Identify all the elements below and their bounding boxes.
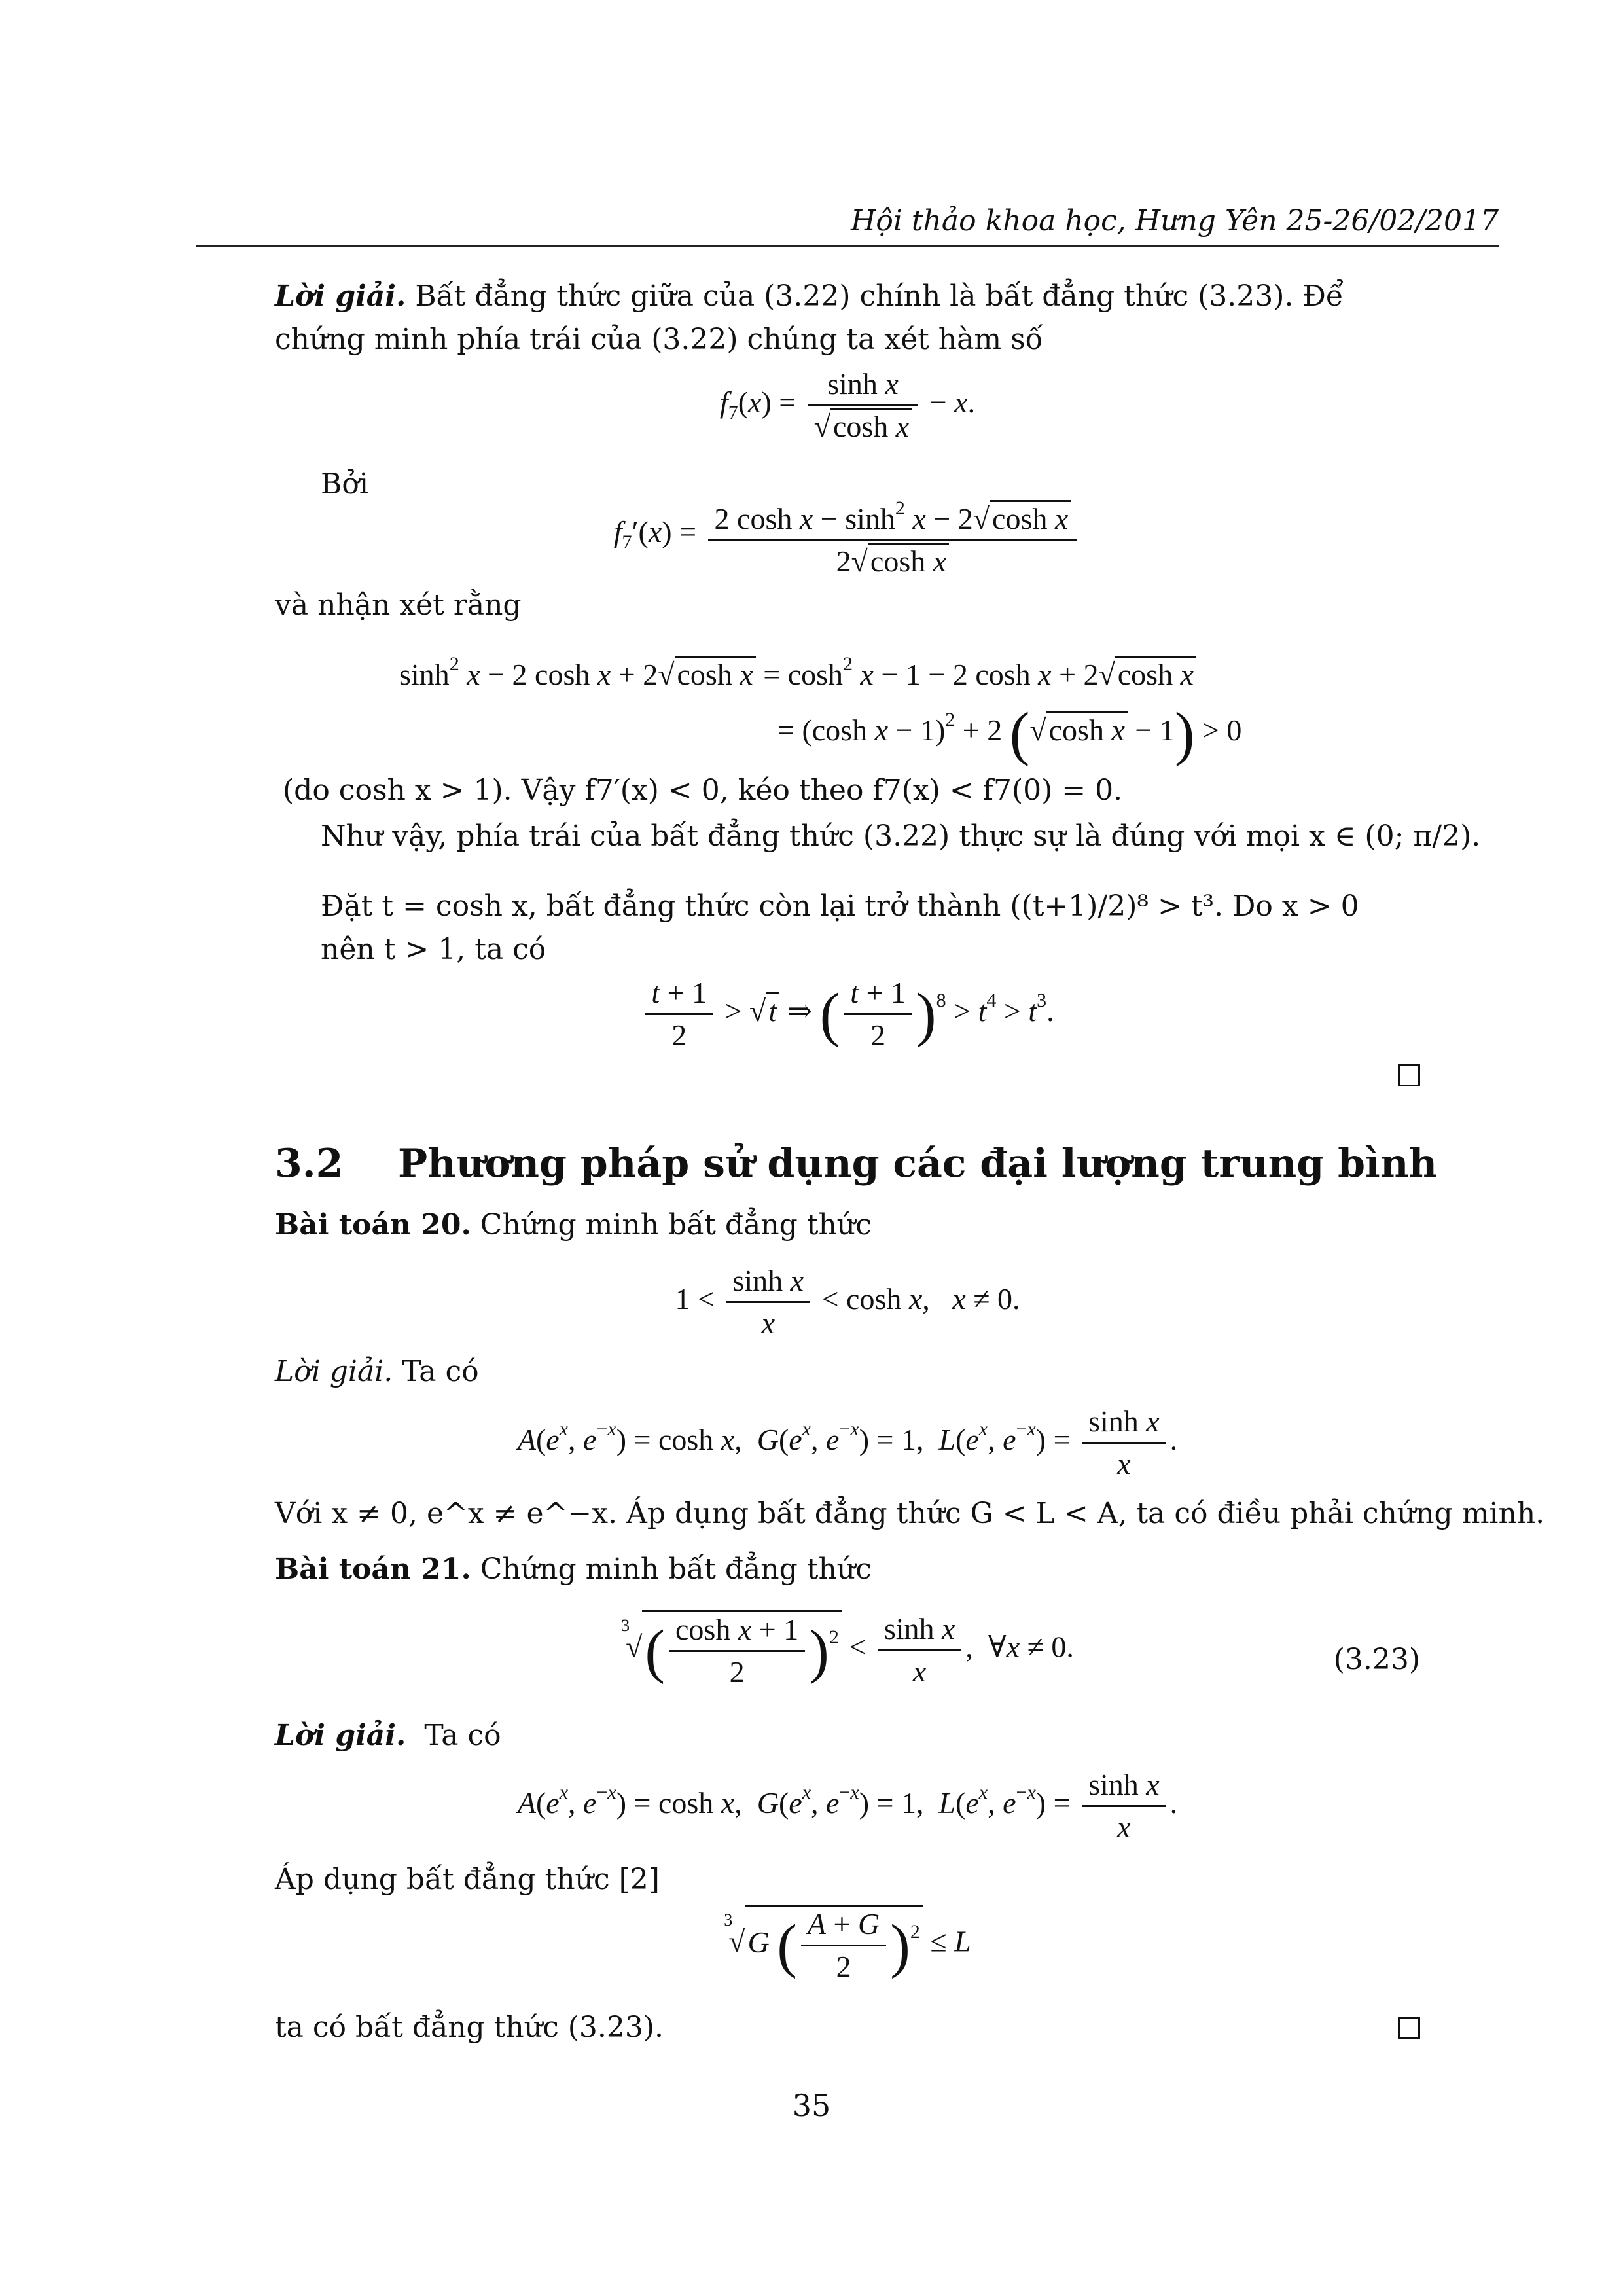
problem-20-statement [275, 1206, 872, 1245]
problem-21-solution-intro [275, 1716, 501, 1755]
equation-f7: $f_7(x)$ = $\frac{\text{sinh x}}{\text{√cosh x}}$ − x. [719, 367, 976, 443]
proof-label: Lời giải. [275, 279, 406, 313]
proof-text-2: (do cosh x > 1). Vậy f7′(x) < 0, kéo theo f7(x) < f7(0) = 0. [283, 774, 1123, 807]
problem-20-label: Bài toán 20. [275, 1208, 471, 1242]
proof-text-4: Đặt t = cosh x, bất đẳng thức còn lại trở thành ((t+1)/2)⁸ > t³. Do x > 0 nên t > 1, ta có [321, 889, 1359, 966]
proof-intro-paragraph [275, 275, 1420, 361]
problem-21-label: Bài toán 21. [275, 1552, 471, 1586]
problem-21-conclusion: ta có bất đẳng thức (3.23). [275, 2011, 664, 2044]
page-number: 35 [792, 2088, 831, 2123]
boi-text: Bởi [321, 467, 368, 501]
problem-21-means-equation: $A(e^x$, $e^{-x}) = \cosh x$, $G(e^x$, $e^{-x}) = 1$, $L(e^x$, $e^{-x}$) = $\frac{\text{sinh x}}{x}$ . [517, 1768, 1178, 1844]
problem-21-equation: $^3$√( $\frac{\text{cosh x + 1}}{2}$ )$^2$ < $\frac{\text{sinh x}}{x}$ , ∀x ≠ 0. [275, 1610, 1420, 1690]
proof-intro-text: Bất đẳng thức giữa của (3.22) chính là bất đẳng thức (3.23). Để chứng minh phía trái của (3.22) chúng ta xét hàm số [275, 279, 1344, 356]
apdung-text: Áp dụng bất đẳng thức [2] [275, 1863, 660, 1896]
section-heading [275, 1138, 1437, 1190]
problem-21-statement [275, 1550, 872, 1589]
problem-21-text: Chứng minh bất đẳng thức [480, 1552, 872, 1586]
equation-number: (3.23) [1333, 1643, 1420, 1676]
problem-20-solution-intro [275, 1352, 479, 1391]
problem-20-text: Chứng minh bất đẳng thức [480, 1208, 872, 1242]
proof-text-3: Như vậy, phía trái của bất đẳng thức (3.22) thực sự là đúng với mọi x ∈ (0; π/2). [321, 819, 1481, 853]
equation-line-2: = (cosh x − 1)$^2$ + 2 (√cosh x − 1) > 0 [777, 700, 1242, 767]
qed-symbol [1398, 1064, 1420, 1086]
problem-20-equation: 1 < $\frac{\text{sinh x}}{x}$ < cosh x, x ≠ 0. [675, 1264, 1020, 1340]
solution-text: Ta có [424, 1719, 501, 1752]
nhanxet-text: và nhận xét rằng [275, 588, 522, 622]
equation-last: $\frac{t + 1}{2}$ > √t ⇒ ( $\frac{t + 1}{2}$ )$^8 > t^4 > t^3$. [275, 975, 1420, 1053]
qed-symbol [1398, 2017, 1420, 2039]
section-title: Phương pháp sử dụng các đại lượng trung bình [397, 1141, 1438, 1187]
equation-line-1: $\sinh^2 x - 2$ cosh x + 2√cosh $x = \cosh^2 x - 1 - 2$ cosh x + 2√cosh x [399, 645, 1196, 694]
problem-20-means-equation: $A(e^x$, $e^{-x}) = \cosh x$, $G(e^x$, $e^{-x}) = 1$, $L(e^x$, $e^{-x}$) = $\frac{\text{sinh x}}{x}$ . [517, 1405, 1178, 1480]
equation-f7-derivative: $f_7'(x)$ = $\frac{2 \cosh x - \sinh^2 x - 2√\cosh x}{\text{2√cosh x}}$ [275, 491, 1420, 579]
solution-label: Lời giải. [275, 1355, 393, 1388]
solution-text: Ta có [402, 1355, 479, 1388]
problem-20-conclusion: Với x ≠ 0, e^x ≠ e^−x. Áp dụng bất đẳng thức G < L < A, ta có điều phải chứng minh. [275, 1497, 1545, 1530]
section-number: 3.2 [275, 1141, 344, 1187]
solution-label: Lời giải. [275, 1719, 406, 1752]
problem-21-inequality-equation: $^3$√G ( $\frac{A + G}{2}$ )$^2$ ≤ L [275, 1905, 1420, 1984]
running-header: Hội thảo khoa học, Hưng Yên 25-26/02/2017 [196, 202, 1499, 247]
